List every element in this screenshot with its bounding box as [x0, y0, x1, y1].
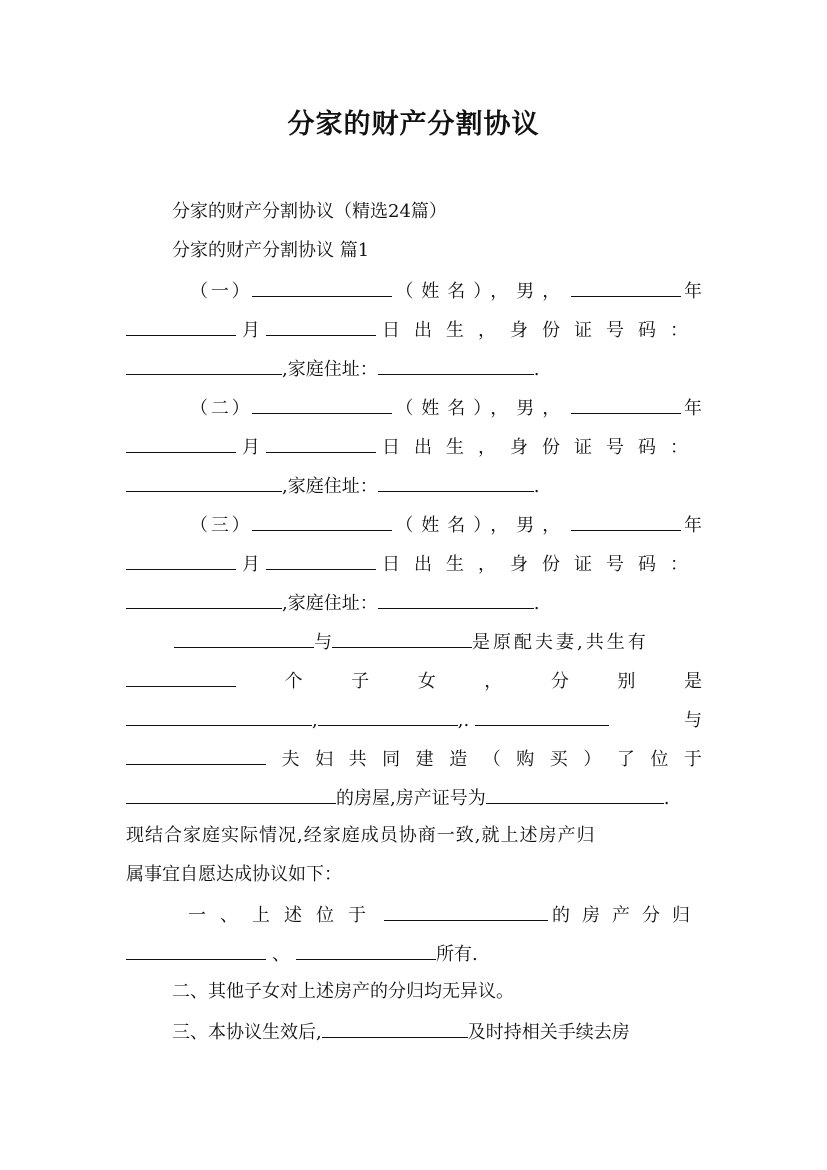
children-line — [126, 668, 702, 694]
party-1-line-2 — [126, 317, 702, 343]
joint-build-line — [126, 746, 702, 772]
close-paren: ） — [231, 515, 250, 536]
agreement-line-2: 属事宜自愿达成协议如下： — [126, 864, 342, 885]
spouse-text: 是原配夫妻,共生有 — [472, 632, 649, 653]
birth-month-blank[interactable] — [126, 434, 236, 453]
item-3-text: 三、本协议生效后, — [172, 1022, 322, 1043]
comma: , — [312, 710, 318, 731]
husband-blank[interactable] — [174, 629, 314, 648]
birth-label: 日出生，身份证号码： — [382, 320, 702, 341]
child-name-blank[interactable] — [126, 707, 312, 726]
text-char: 女 — [417, 671, 436, 692]
party-3-line-3 — [126, 590, 702, 616]
birth-year-blank[interactable] — [571, 278, 681, 297]
birth-label: 日出生，身份证号码： — [382, 437, 702, 458]
address-label: ,家庭住址： — [282, 593, 378, 614]
builder-blank[interactable] — [126, 746, 266, 765]
owned-label: 所有. — [436, 944, 478, 965]
item-3-line — [126, 1019, 702, 1045]
address-label: ,家庭住址： — [282, 476, 378, 497]
handler-blank[interactable] — [322, 1019, 468, 1038]
text-char: 同 — [382, 749, 401, 770]
party-number: 一 — [210, 281, 229, 302]
text-char: 建 — [415, 749, 434, 770]
spouse-line — [126, 629, 702, 655]
text-char: 别 — [617, 671, 636, 692]
party-1-line-1 — [126, 278, 702, 304]
item-1-text: 一、上述位于 — [188, 905, 380, 926]
text-char: 共 — [348, 749, 367, 770]
name-blank[interactable] — [252, 395, 392, 414]
item-1-line-1 — [126, 902, 702, 928]
close-paren: ） — [231, 281, 250, 302]
birth-month-blank[interactable] — [126, 551, 236, 570]
wife-blank[interactable] — [332, 629, 472, 648]
id-number-blank[interactable] — [126, 356, 282, 375]
party-2-line-2 — [126, 434, 702, 460]
year-label: 年 — [683, 398, 702, 419]
name-blank[interactable] — [252, 512, 392, 531]
name-label: （姓名），男， — [395, 515, 569, 536]
month-label: 月 — [242, 320, 260, 341]
document-title: 分家的财产分割协议 — [287, 109, 540, 140]
period: . — [533, 476, 540, 497]
year-label: 年 — [683, 281, 702, 302]
text-char: 是 — [683, 671, 702, 692]
owner-blank[interactable] — [296, 941, 436, 960]
text-char: 了 — [616, 749, 635, 770]
name-label: （姓名），男， — [395, 398, 569, 419]
birth-year-blank[interactable] — [571, 395, 681, 414]
birth-day-blank[interactable] — [266, 317, 376, 336]
house-location-blank[interactable] — [126, 785, 336, 804]
address-blank[interactable] — [378, 356, 534, 375]
house-location-blank[interactable] — [384, 902, 548, 921]
party-3-line-1 — [126, 512, 702, 538]
agreement-line-1: 现结合家庭实际情况,经家庭成员协商一致,就上述房产归 — [126, 825, 596, 846]
chapter-heading: 分家的财产分割协议 篇1 — [172, 240, 370, 261]
house-cert-line — [126, 785, 702, 811]
text-char: 买 — [549, 749, 568, 770]
item-1-text-b: 的房产分归 — [552, 905, 702, 926]
house-cert-blank[interactable] — [486, 785, 664, 804]
birth-year-blank[interactable] — [571, 512, 681, 531]
party-1-line-3 — [126, 356, 702, 382]
period: . — [533, 593, 540, 614]
children-count-blank[interactable] — [126, 668, 236, 687]
party-2-line-1 — [126, 395, 702, 421]
party-number: 三 — [210, 515, 229, 536]
id-number-blank[interactable] — [126, 473, 282, 492]
item-2: 二、其他子女对上述房产的分归均无异议。 — [172, 981, 514, 1002]
child-name-blank[interactable] — [318, 707, 458, 726]
text-char: 分 — [550, 671, 569, 692]
child-name-blank[interactable] — [475, 707, 609, 726]
party-number: 二 — [210, 398, 229, 419]
subtitle: 分家的财产分割协议（精选24篇） — [172, 201, 447, 222]
text-char: ， — [484, 671, 503, 692]
name-blank[interactable] — [252, 278, 392, 297]
and-label: 与 — [314, 632, 332, 653]
text-char: ） — [583, 749, 602, 770]
text-char: （ — [482, 749, 501, 770]
month-label: 月 — [242, 437, 260, 458]
year-label: 年 — [683, 515, 702, 536]
address-label: ,家庭住址： — [282, 359, 378, 380]
text-char: 于 — [683, 749, 702, 770]
text-char: 子 — [351, 671, 370, 692]
close-paren: ） — [231, 398, 250, 419]
text-char: 夫 — [281, 749, 300, 770]
text-char: 造 — [449, 749, 468, 770]
birth-day-blank[interactable] — [266, 434, 376, 453]
children-names-line — [126, 707, 702, 733]
period: . — [663, 788, 670, 809]
birth-month-blank[interactable] — [126, 317, 236, 336]
text-char: 妇 — [315, 749, 334, 770]
address-blank[interactable] — [378, 473, 534, 492]
owner-blank[interactable] — [126, 941, 266, 960]
and-label: 与 — [684, 710, 702, 731]
item-1-line-2 — [126, 941, 702, 967]
party-3-line-2 — [126, 551, 702, 577]
month-label: 月 — [242, 554, 260, 575]
text-char: 位 — [650, 749, 669, 770]
open-paren: （ — [190, 515, 208, 536]
comma: ,. — [457, 710, 470, 731]
item-3-text-b: 及时持相关手续去房 — [467, 1022, 630, 1043]
period: . — [533, 359, 540, 380]
id-number-blank[interactable] — [126, 590, 282, 609]
house-cert-text: 的房屋,房产证号为 — [336, 788, 486, 809]
open-paren: （ — [190, 281, 208, 302]
enumeration-comma: 、 — [272, 944, 290, 965]
text-char: 购 — [516, 749, 535, 770]
text-char: 个 — [284, 671, 303, 692]
name-label: （姓名），男， — [395, 281, 569, 302]
address-blank[interactable] — [378, 590, 534, 609]
birth-day-blank[interactable] — [266, 551, 376, 570]
open-paren: （ — [190, 398, 208, 419]
party-2-line-3 — [126, 473, 702, 499]
birth-label: 日出生，身份证号码： — [382, 554, 702, 575]
